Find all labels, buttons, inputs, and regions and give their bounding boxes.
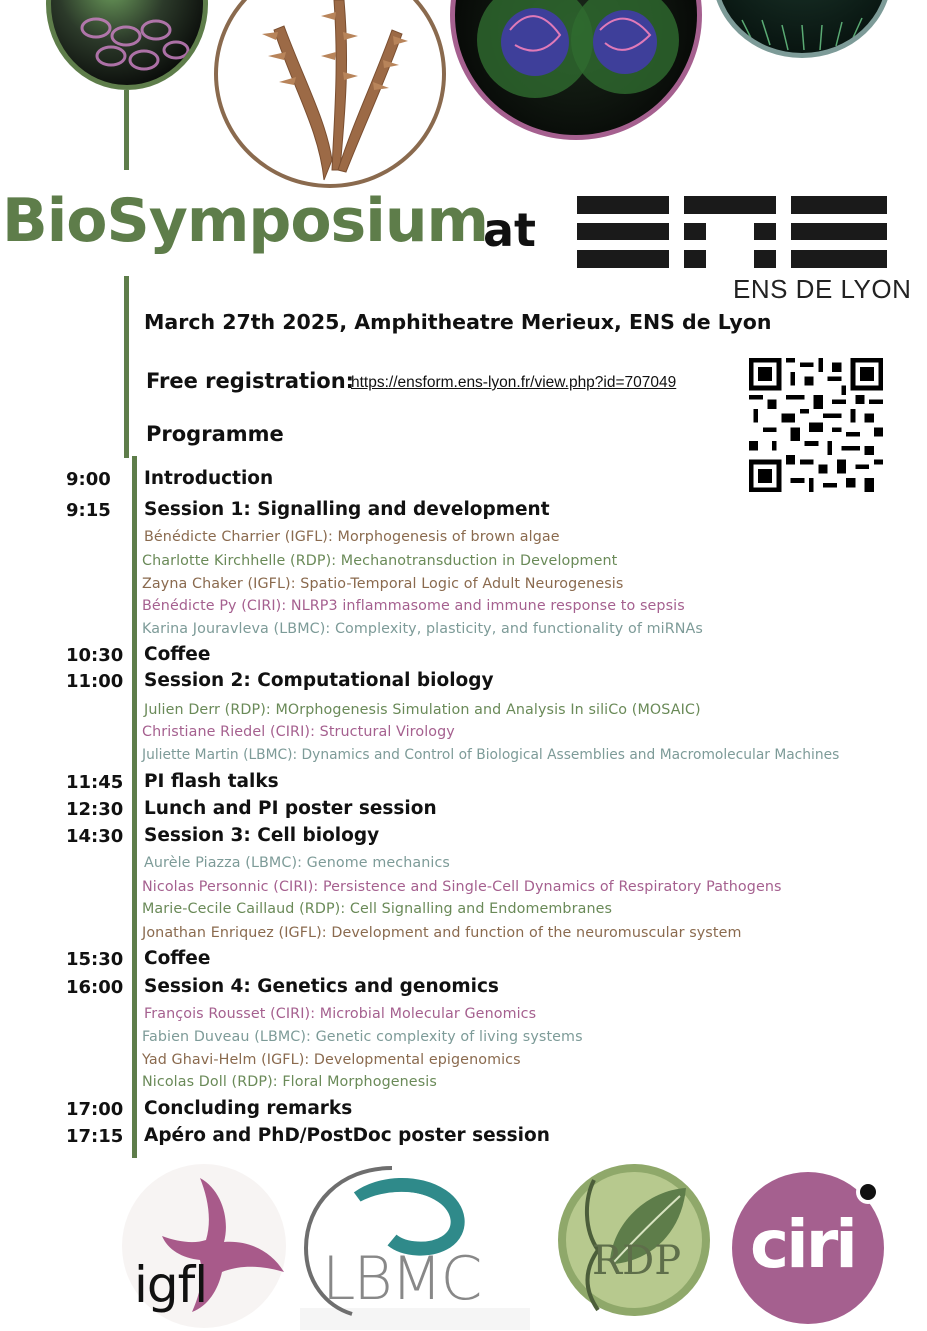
ciri-logo [730, 1168, 890, 1324]
time-slot: 14:30 [66, 826, 124, 847]
schedule-item: Lunch and PI poster session [144, 798, 437, 819]
talk-entry: Nicolas Doll (RDP): Floral Morphogenesis [142, 1074, 437, 1090]
cell-fluorescence-image [450, 0, 702, 140]
programme-vertical-line [124, 276, 129, 458]
lbmc-logo [300, 1158, 530, 1330]
schedule-item: Coffee [144, 948, 211, 969]
programme-heading: Programme [146, 422, 284, 446]
date-venue: March 27th 2025, Amphitheatre Merieux, ENS de Lyon [144, 310, 772, 334]
talk-entry: Jonathan Enriquez (IGFL): Development and function of the neuromuscular system [142, 925, 742, 941]
ens-subtitle: ENS DE LYON [733, 274, 912, 304]
ens-logo [577, 196, 887, 268]
schedule-item: Concluding remarks [144, 1098, 353, 1119]
schedule-item: Coffee [144, 644, 211, 665]
talk-entry: Charlotte Kirchhelle (RDP): Mechanotransduction in Development [142, 553, 618, 569]
time-slot: 9:00 [66, 469, 111, 490]
talk-entry: Juliette Martin (LBMC): Dynamics and Control of Biological Assemblies and Macromolecular Machines [142, 747, 840, 763]
schedule-item: Introduction [144, 468, 274, 489]
time-slot: 9:15 [66, 500, 111, 521]
schedule-item: Session 3: Cell biology [144, 825, 380, 846]
time-slot: 17:15 [66, 1126, 124, 1147]
time-slot: 16:00 [66, 977, 124, 998]
time-slot: 11:00 [66, 671, 124, 692]
green-tissue-micrograph [46, 0, 208, 90]
registration-label: Free registration: [146, 369, 355, 393]
rdp-logo [554, 1160, 714, 1320]
time-slot: 10:30 [66, 645, 124, 666]
talk-entry: Zayna Chaker (IGFL): Spatio-Temporal Logic of Adult Neurogenesis [142, 576, 624, 592]
talk-entry: Bénédicte Py (CIRI): NLRP3 inflammasome and immune response to sepsis [142, 598, 685, 614]
schedule-item: Session 4: Genetics and genomics [144, 976, 499, 997]
brown-algae-image [214, 0, 446, 188]
talk-entry: Julien Derr (RDP): MOrphogenesis Simulation and Analysis In siliCo (MOSAIC) [144, 702, 701, 718]
green-circle-stem [124, 90, 129, 170]
igfl-logo [112, 1160, 292, 1328]
igfl-wordmark: igfl [134, 1256, 208, 1314]
talk-entry: François Rousset (CIRI): Microbial Molecular Genomics [144, 1006, 537, 1022]
time-slot: 17:00 [66, 1099, 124, 1120]
title-at: at [483, 203, 537, 257]
time-slot: 12:30 [66, 799, 124, 820]
schedule-item: Apéro and PhD/PostDoc poster session [144, 1125, 550, 1146]
talk-entry: Bénédicte Charrier (IGFL): Morphogenesis of brown algae [144, 529, 560, 545]
talk-entry: Christiane Riedel (CIRI): Structural Virology [142, 724, 455, 740]
time-slot: 11:45 [66, 772, 124, 793]
talk-entry: Fabien Duveau (LBMC): Genetic complexity of living systems [142, 1029, 583, 1045]
schedule-item: Session 2: Computational biology [144, 670, 494, 691]
schedule-item: Session 1: Signalling and development [144, 499, 550, 520]
lbmc-wordmark: LBMC [322, 1244, 481, 1314]
symposium-title: BioSymposium [2, 186, 489, 256]
qr-code[interactable] [749, 358, 883, 492]
teal-tissue-image [712, 0, 892, 58]
talk-entry: Aurèle Piazza (LBMC): Genome mechanics [144, 855, 450, 871]
talk-entry: Nicolas Personnic (CIRI): Persistence and Single-Cell Dynamics of Respiratory Pathogens [142, 879, 782, 895]
time-slot: 15:30 [66, 949, 124, 970]
talk-entry: Marie-Cecile Caillaud (RDP): Cell Signalling and Endomembranes [142, 901, 613, 917]
registration-link[interactable]: https://ensform.ens-lyon.fr/view.php?id=707049 [351, 374, 677, 391]
programme-vertical-line-lower [132, 456, 137, 1158]
talk-entry: Karina Jouravleva (LBMC): Complexity, plasticity, and functionality of miRNAs [142, 621, 703, 637]
talk-entry: Yad Ghavi-Helm (IGFL): Developmental epigenomics [142, 1052, 521, 1068]
ciri-wordmark: ciri [750, 1206, 855, 1283]
rdp-wordmark: RDP [592, 1238, 682, 1284]
schedule-item: PI flash talks [144, 771, 279, 792]
